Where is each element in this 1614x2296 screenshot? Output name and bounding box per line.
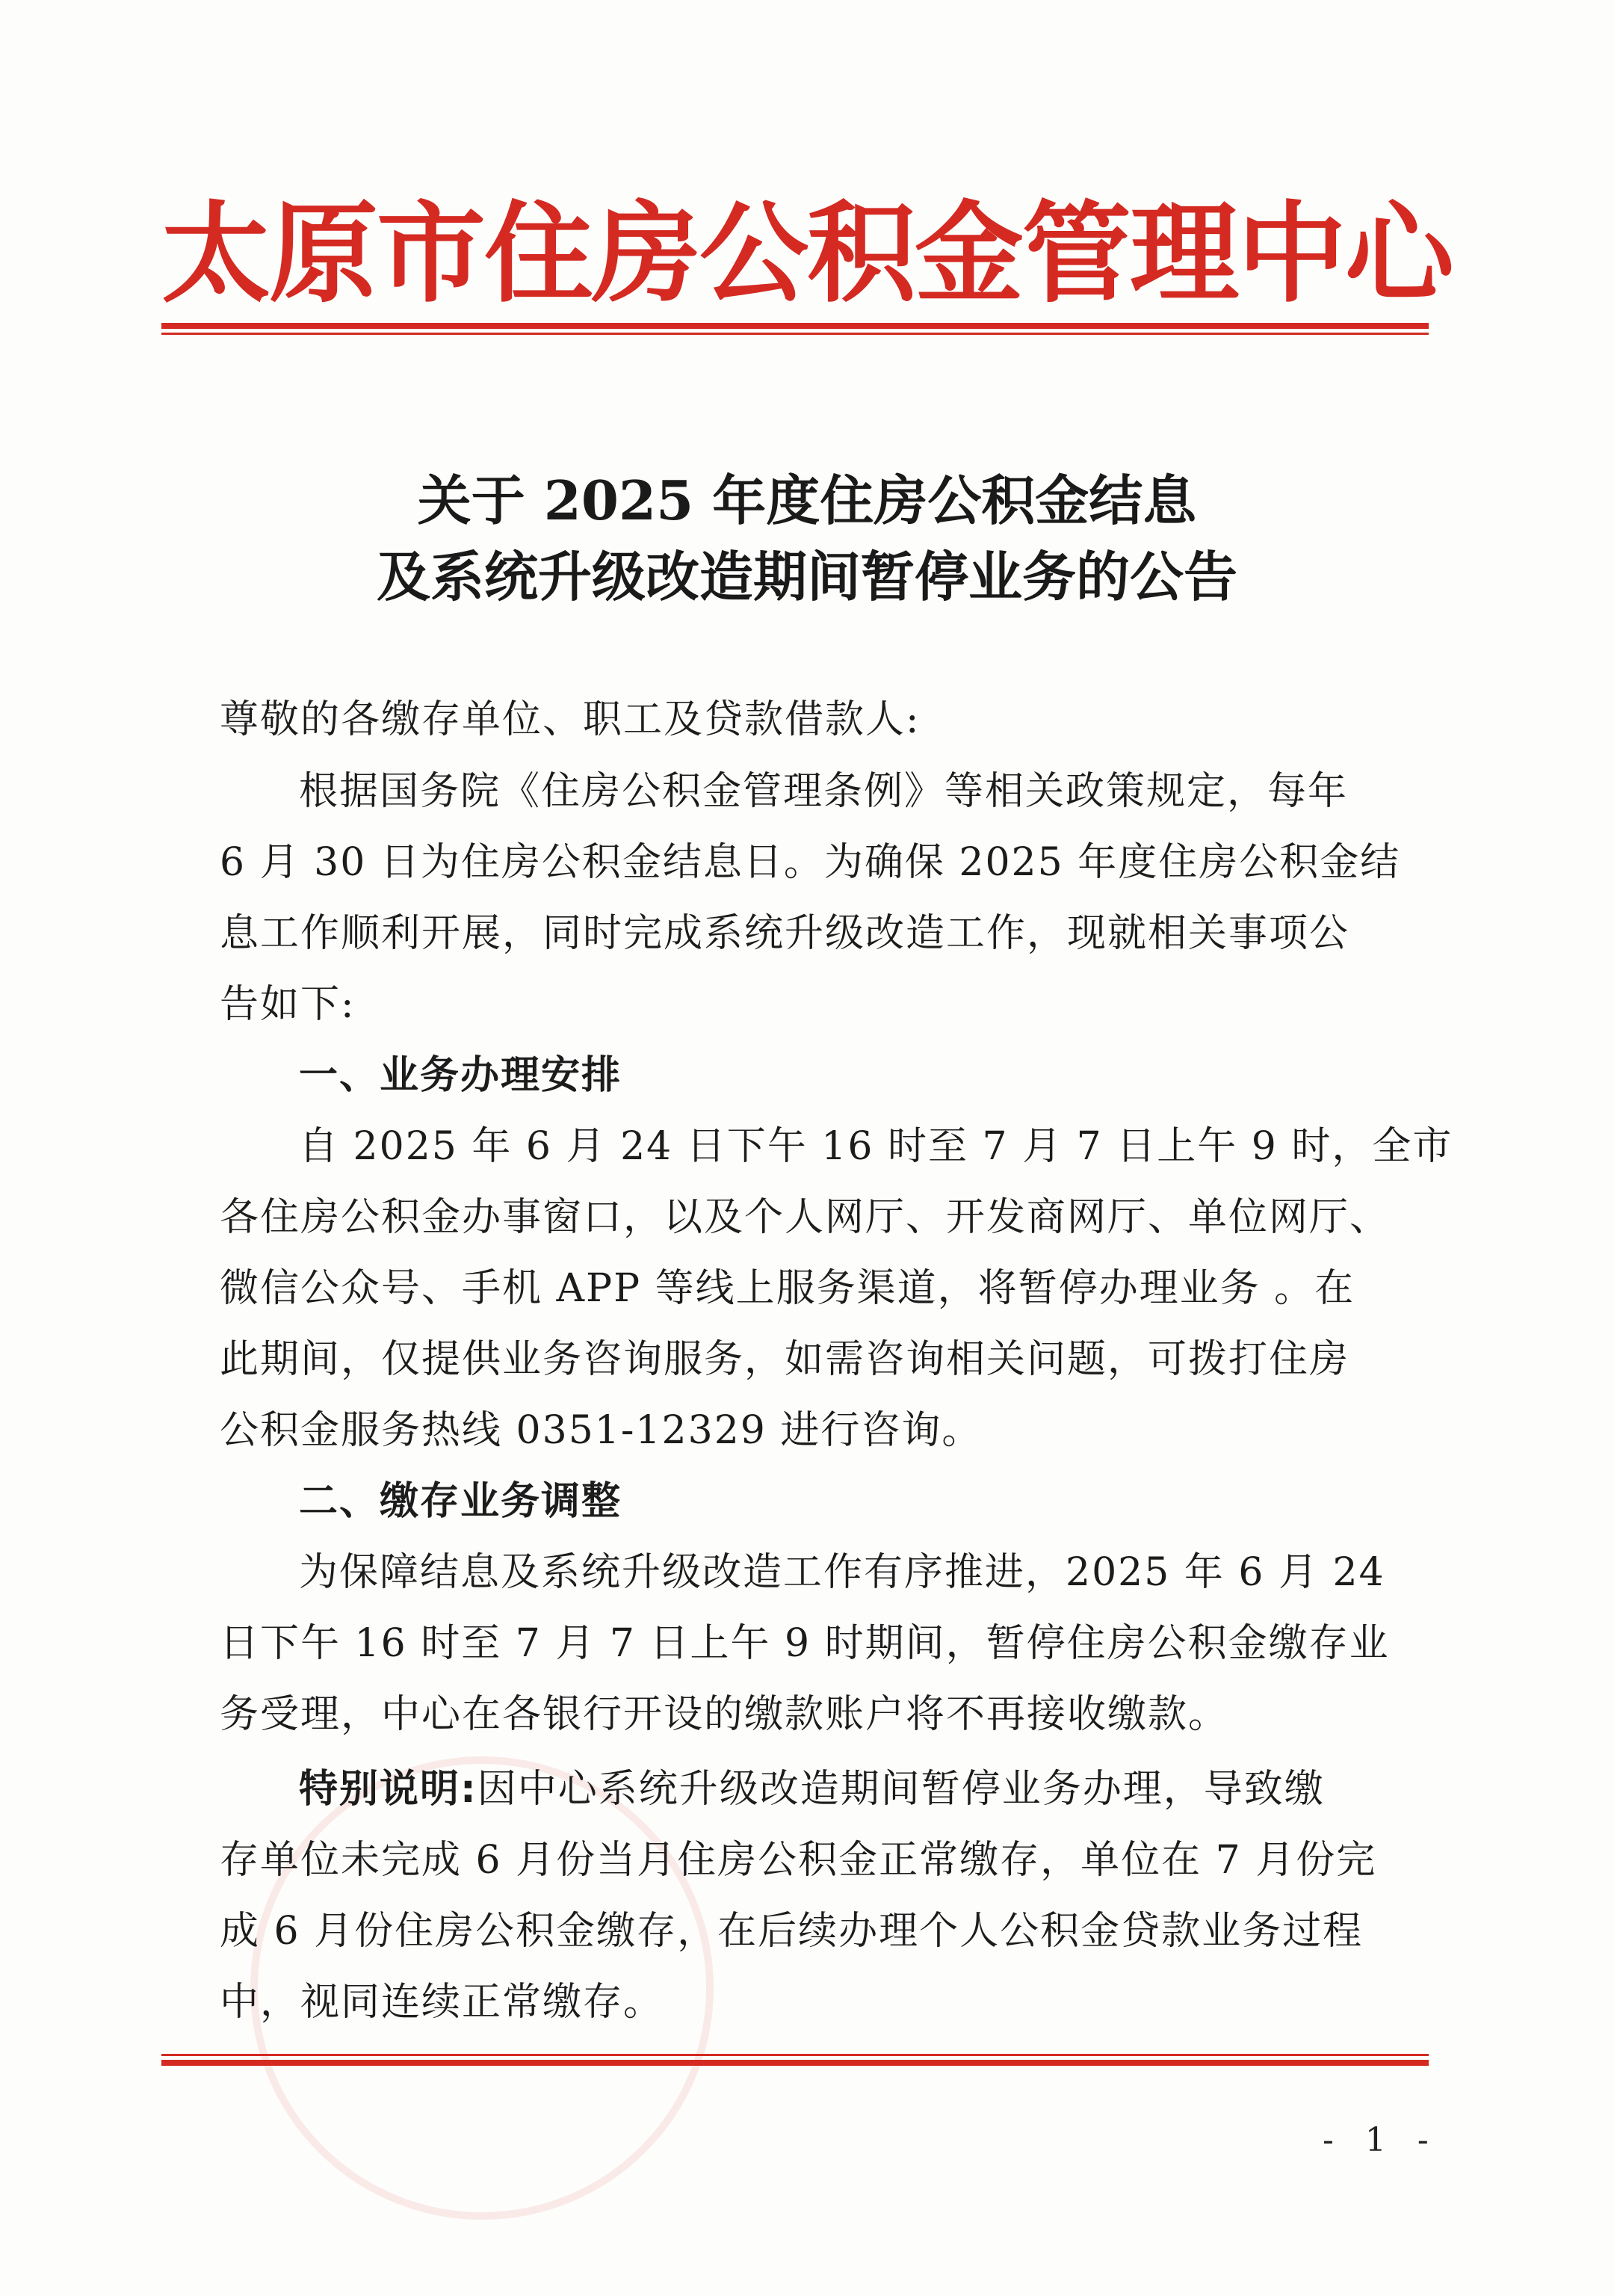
special-note-first-line: 因中心系统升级改造期间暂停业务办理，导致缴 [477, 1767, 1325, 1812]
section1-line-3: 微信公众号、手机 APP 等线上服务渠道，将暂停办理业务 。在 [220, 1266, 1355, 1311]
section1-line-4: 此期间，仅提供业务咨询服务，如需咨询相关问题，可拨打住房 [220, 1337, 1350, 1382]
section1-line-5: 公积金服务热线 0351-12329 进行咨询。 [220, 1408, 983, 1453]
special-note-line-2: 存单位未完成 6 月份当月住房公积金正常缴存，单位在 7 月份完 [220, 1838, 1377, 1883]
special-note-line-1 [299, 1757, 1325, 1813]
intro-line-3: 息工作顺利开展，同时完成系统升级改造工作，现就相关事项公 [220, 911, 1350, 956]
masthead-org-name: 太原市住房公积金管理中心 [161, 190, 1453, 318]
intro-line-2: 6 月 30 日为住房公积金结息日。为确保 2025 年度住房公积金结 [220, 840, 1401, 885]
section1-heading: 一、业务办理安排 [299, 1053, 622, 1098]
document-title-line-1: 关于 2025 年度住房公积金结息 [417, 469, 1197, 532]
section2-line-1: 为保障结息及系统升级改造工作有序推进，2025 年 6 月 24 [299, 1550, 1385, 1595]
section1-line-2: 各住房公积金办事窗口，以及个人网厅、开发商网厅、单位网厅、 [220, 1195, 1391, 1240]
salutation: 尊敬的各缴存单位、职工及贷款借款人: [220, 697, 921, 742]
page-number: - 1 - [1323, 2121, 1439, 2159]
intro-line-1: 根据国务院《住房公积金管理条例》等相关政策规定，每年 [299, 769, 1349, 814]
masthead-divider [161, 323, 1429, 335]
special-note-line-3: 成 6 月份住房公积金缴存，在后续办理个人公积金贷款业务过程 [220, 1909, 1364, 1954]
section1-line-1: 自 2025 年 6 月 24 日下午 16 时至 7 月 7 日上午 9 时，全市 [299, 1124, 1453, 1169]
special-note-line-4: 中，视同连续正常缴存。 [220, 1980, 664, 2025]
section2-heading: 二、缴存业务调整 [299, 1479, 622, 1524]
intro-line-4: 告如下: [220, 982, 356, 1027]
section2-line-2: 日下午 16 时至 7 月 7 日上午 9 时期间，暂停住房公积金缴存业 [220, 1621, 1390, 1666]
footer-divider [161, 2054, 1429, 2066]
document-title-line-2: 及系统升级改造期间暂停业务的公告 [376, 545, 1237, 608]
special-note-label: 特别说明: [299, 1767, 477, 1812]
section2-line-3: 务受理，中心在各银行开设的缴款账户将不再接收缴款。 [220, 1692, 1229, 1737]
